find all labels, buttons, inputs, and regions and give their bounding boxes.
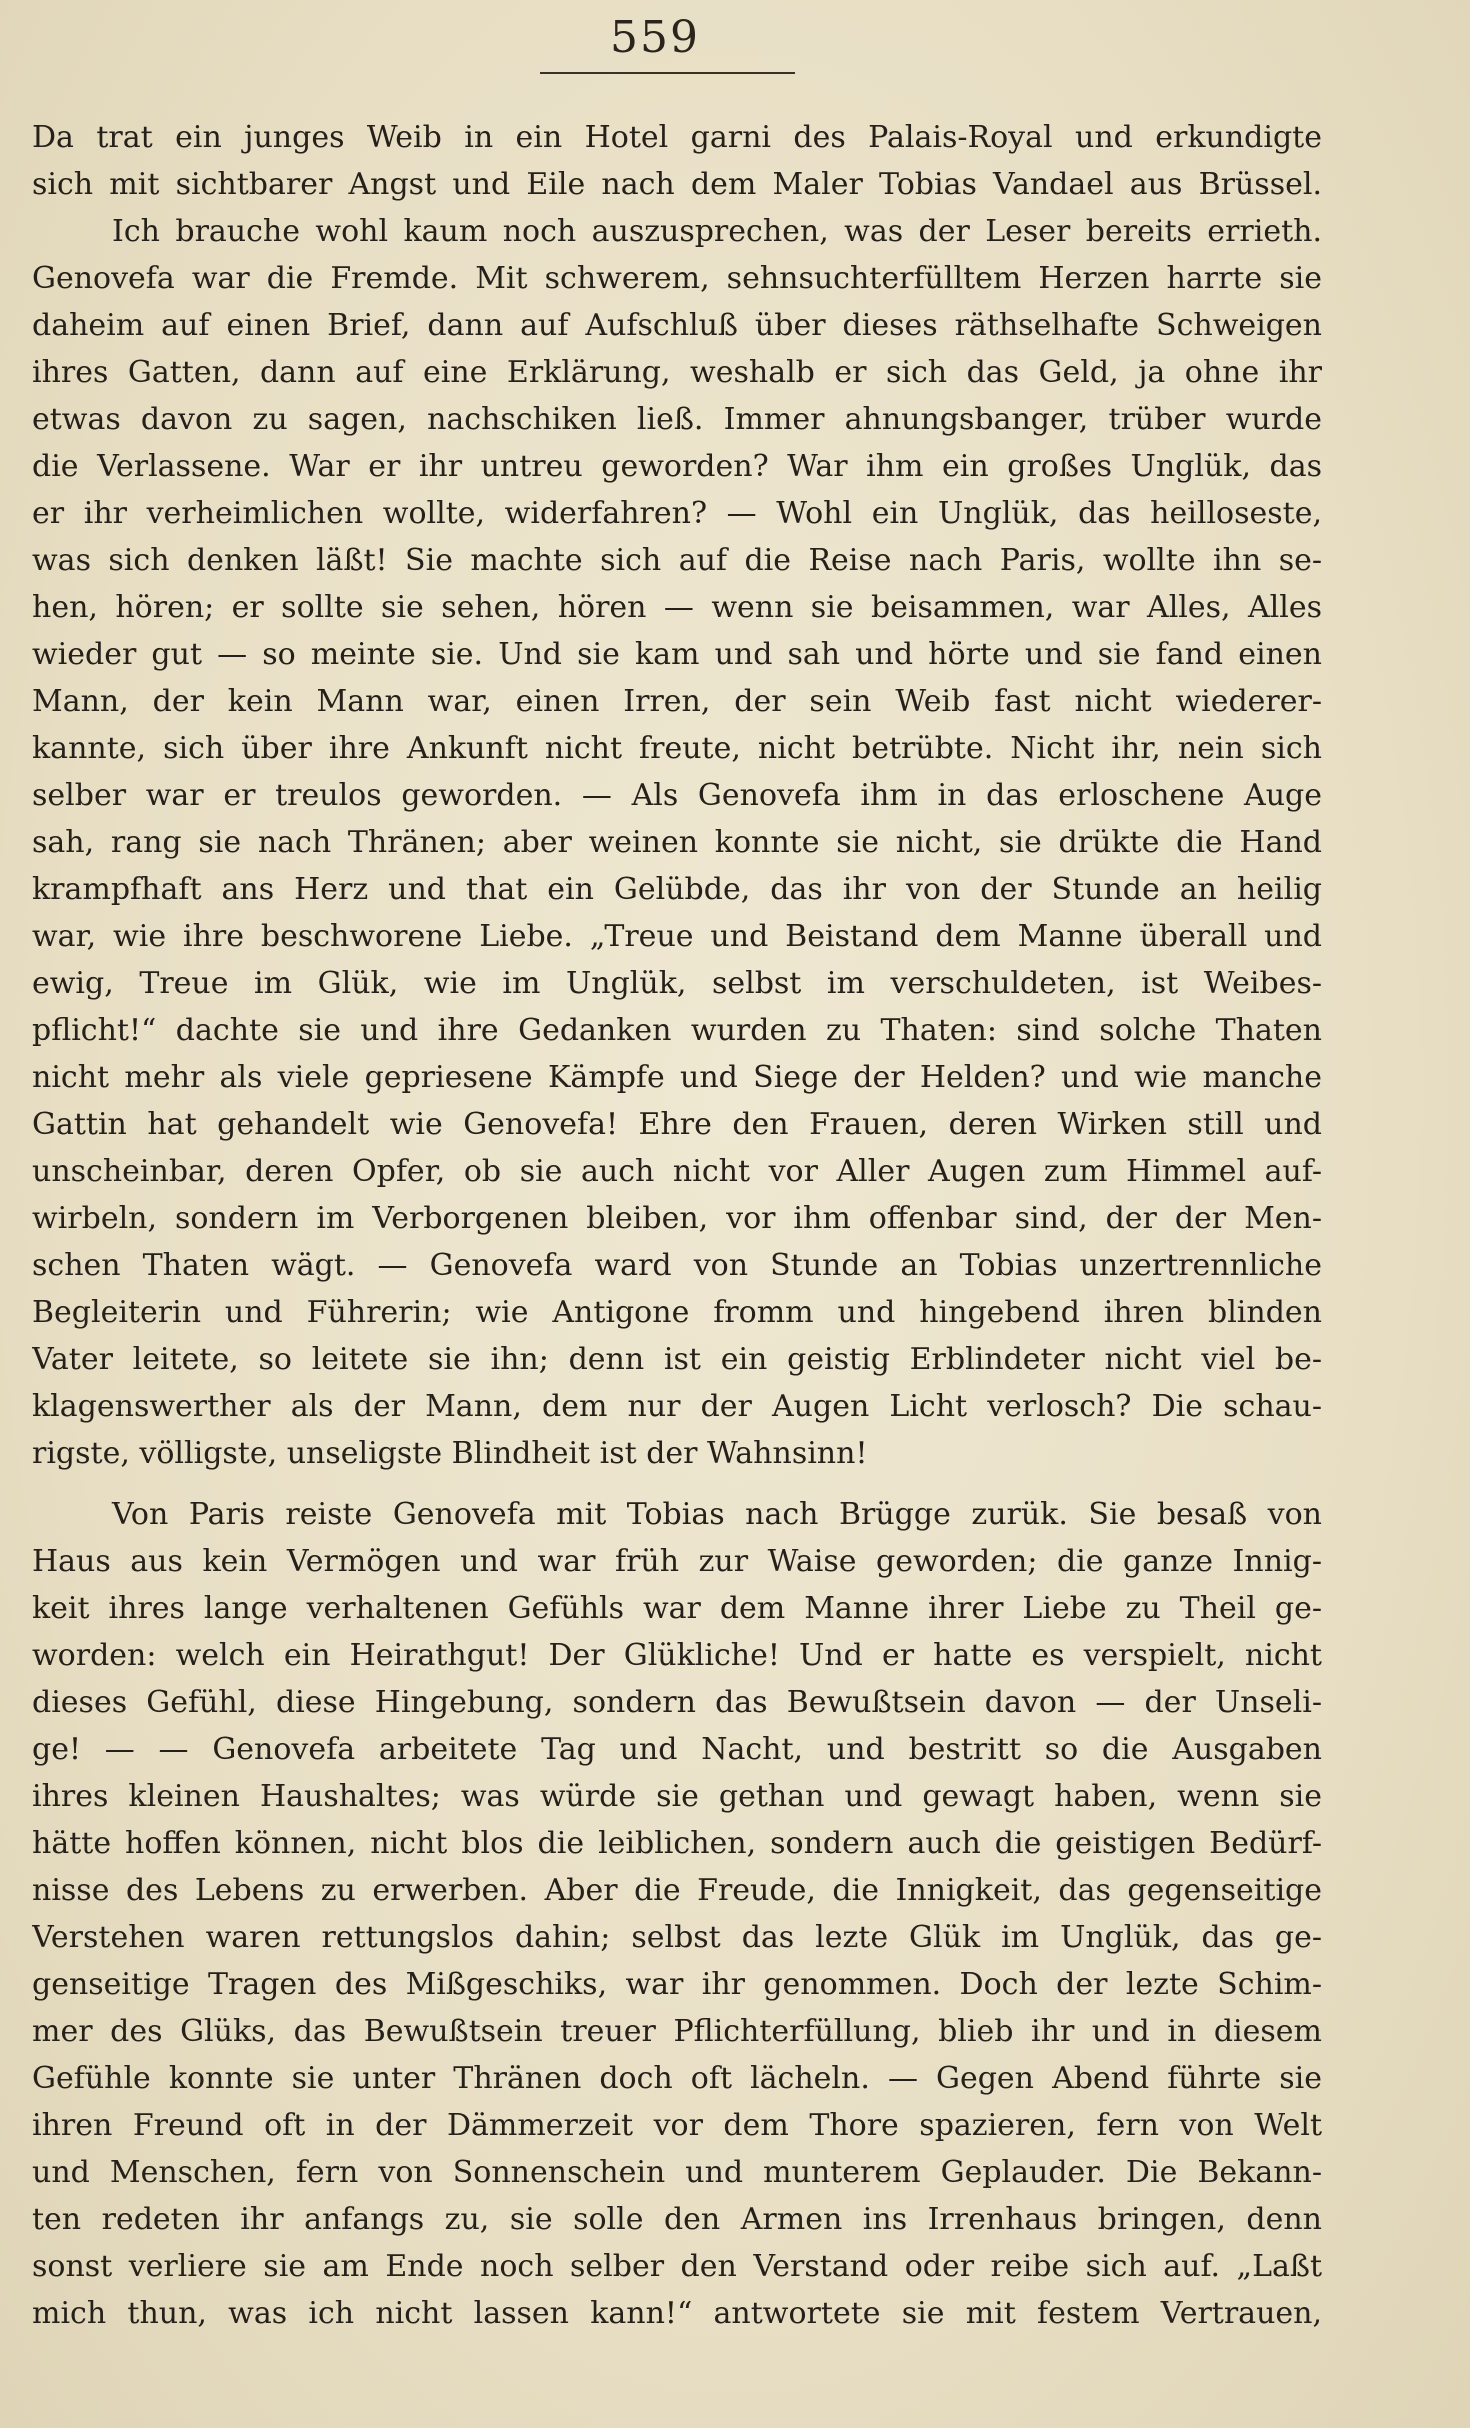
text-line: krampfhaft ans Herz und that ein Gelübde, das ihr von der Stunde an heilig <box>32 872 1322 907</box>
text-line: Ich brauche wohl kaum noch auszusprechen, was der Leser bereits errieth. <box>112 214 1322 249</box>
text-line: kannte, sich über ihre Ankunft nicht freute, nicht betrübte. Nicht ihr, nein sich <box>32 731 1322 766</box>
text-line: sich mit sichtbarer Angst und Eile nach dem Maler Tobias Vandael aus Brüssel. <box>32 167 1322 202</box>
text-line: ewig, Treue im Glük, wie im Unglük, selbst im verschuldeten, ist Weibes- <box>32 966 1322 1001</box>
text-line: dieses Gefühl, diese Hingebung, sondern das Bewußtsein davon — der Unseli- <box>32 1685 1322 1720</box>
text-line: Von Paris reiste Genovefa mit Tobias nach Brügge zurük. Sie besaß von <box>112 1497 1322 1532</box>
text-line: ihren Freund oft in der Dämmerzeit vor dem Thore spazieren, fern von Welt <box>32 2108 1322 2143</box>
text-line: Gattin hat gehandelt wie Genovefa! Ehre den Frauen, deren Wirken still und <box>32 1107 1322 1142</box>
text-line: war, wie ihre beschworene Liebe. „Treue und Beistand dem Manne überall und <box>32 919 1322 954</box>
text-line: ihres Gatten, dann auf eine Erklärung, weshalb er sich das Geld, ja ohne ihr <box>32 355 1322 390</box>
page-number: 559 <box>610 12 700 63</box>
text-line: Begleiterin und Führerin; wie Antigone fromm und hingebend ihren blinden <box>32 1295 1322 1330</box>
text-line: wieder gut — so meinte sie. Und sie kam und sah und hörte und sie fand einen <box>32 637 1322 672</box>
body-text <box>32 114 1322 2337</box>
text-line: Haus aus kein Vermögen und war früh zur Waise geworden; die ganze Innig- <box>32 1544 1322 1579</box>
text-line: nisse des Lebens zu erwerben. Aber die Freude, die Innigkeit, das gegenseitige <box>32 1873 1322 1908</box>
text-line: Verstehen waren rettungslos dahin; selbst das lezte Glük im Unglük, das ge- <box>32 1920 1322 1955</box>
text-line: keit ihres lange verhaltenen Gefühls war dem Manne ihrer Liebe zu Theil ge- <box>32 1591 1322 1626</box>
text-line: Da trat ein junges Weib in ein Hotel garni des Palais-Royal und erkundigte <box>32 120 1322 155</box>
text-line: hen, hören; er sollte sie sehen, hören — wenn sie beisammen, war Alles, Alles <box>32 590 1322 625</box>
text-line: pflicht!“ dachte sie und ihre Gedanken wurden zu Thaten: sind solche Thaten <box>32 1013 1322 1048</box>
paragraph-1 <box>32 114 1322 208</box>
text-line: ihres kleinen Haushaltes; was würde sie gethan und gewagt haben, wenn sie <box>32 1779 1322 1814</box>
text-line: ge! — — Genovefa arbeitete Tag und Nacht, und bestritt so die Ausgaben <box>32 1732 1322 1767</box>
text-line: daheim auf einen Brief, dann auf Aufschluß über dieses räthselhafte Schweigen <box>32 308 1322 343</box>
text-line: genseitige Tragen des Mißgeschiks, war ihr genommen. Doch der lezte Schim- <box>32 1967 1322 2002</box>
text-line: wirbeln, sondern im Verborgenen bleiben, vor ihm offenbar sind, der der Men- <box>32 1201 1322 1236</box>
text-line: die Verlassene. War er ihr untreu geworden? War ihm ein großes Unglük, das <box>32 449 1322 484</box>
paragraph-2 <box>32 208 1322 1477</box>
text-line: schen Thaten wägt. — Genovefa ward von Stunde an Tobias unzertrennliche <box>32 1248 1322 1283</box>
text-line: mich thun, was ich nicht lassen kann!“ antwortete sie mit festem Vertrauen, <box>32 2296 1322 2331</box>
text-line: klagenswerther als der Mann, dem nur der Augen Licht verlosch? Die schau- <box>32 1389 1322 1424</box>
text-line: und Menschen, fern von Sonnenschein und munterem Geplauder. Die Bekann- <box>32 2155 1322 2190</box>
text-line: selber war er treulos geworden. — Als Genovefa ihm in das erloschene Auge <box>32 778 1322 813</box>
text-line: rigste, völligste, unseligste Blindheit ist der Wahnsinn! <box>32 1436 868 1471</box>
text-line: Gefühle konnte sie unter Thränen doch oft lächeln. — Gegen Abend führte sie <box>32 2061 1322 2096</box>
text-line: sah, rang sie nach Thränen; aber weinen konnte sie nicht, sie drükte die Hand <box>32 825 1322 860</box>
text-line: hätte hoffen können, nicht blos die leiblichen, sondern auch die geistigen Bedürf- <box>32 1826 1322 1861</box>
text-line: nicht mehr als viele gepriesene Kämpfe und Siege der Helden? und wie manche <box>32 1060 1322 1095</box>
text-line: ten redeten ihr anfangs zu, sie solle den Armen ins Irrenhaus bringen, denn <box>32 2202 1322 2237</box>
text-line: etwas davon zu sagen, nachschiken ließ. Immer ahnungsbanger, trüber wurde <box>32 402 1322 437</box>
paragraph-3 <box>32 1491 1322 2337</box>
text-line: er ihr verheimlichen wollte, widerfahren? — Wohl ein Unglük, das heilloseste, <box>32 496 1322 531</box>
text-line: sonst verliere sie am Ende noch selber den Verstand oder reibe sich auf. „Laßt <box>32 2249 1322 2284</box>
text-line: Mann, der kein Mann war, einen Irren, der sein Weib fast nicht wiederer- <box>32 684 1322 719</box>
paragraph-gap <box>32 1477 1322 1491</box>
text-line: was sich denken läßt! Sie machte sich auf die Reise nach Paris, wollte ihn se- <box>32 543 1322 578</box>
text-line: Genovefa war die Fremde. Mit schwerem, sehnsuchterfülltem Herzen harrte sie <box>32 261 1322 296</box>
text-line: unscheinbar, deren Opfer, ob sie auch nicht vor Aller Augen zum Himmel auf- <box>32 1154 1322 1189</box>
text-line: mer des Glüks, das Bewußtsein treuer Pflichterfüllung, blieb ihr und in diesem <box>32 2014 1322 2049</box>
text-line: worden: welch ein Heirathgut! Der Glükliche! Und er hatte es verspielt, nicht <box>32 1638 1322 1673</box>
text-line: Vater leitete, so leitete sie ihn; denn ist ein geistig Erblindeter nicht viel be- <box>32 1342 1322 1377</box>
header-rule <box>540 72 795 74</box>
